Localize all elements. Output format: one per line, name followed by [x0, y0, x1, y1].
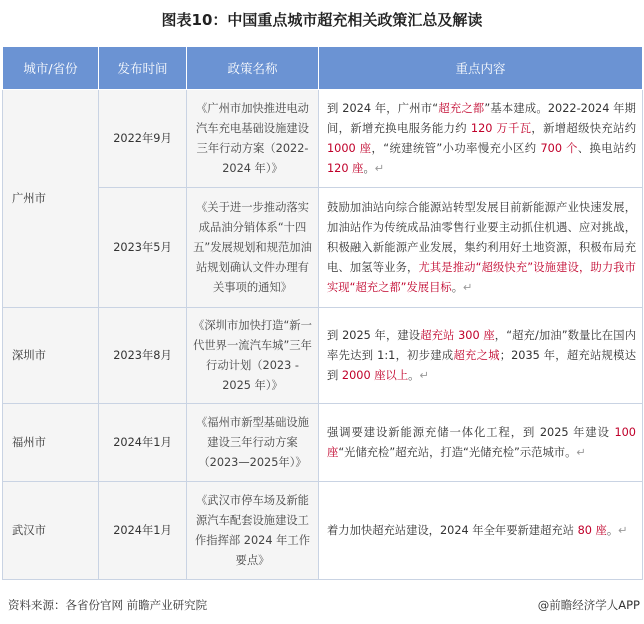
- page-title: 图表10：中国重点城市超充相关政策汇总及解读: [161, 11, 483, 29]
- header-policy-name: 政策名称: [187, 47, 319, 90]
- highlight-text: 超充之都: [438, 101, 485, 115]
- paragraph-mark-icon: ↵: [463, 280, 473, 294]
- content-cell: [319, 188, 643, 308]
- content-text: 着力加快超充站建设，2024 年全年要新建超充站: [327, 523, 578, 537]
- table-row: [3, 90, 643, 188]
- time-cell: 2024年1月: [99, 482, 187, 580]
- policy-name-cell: 《武汉市停车场及新能源汽车配套设施建设工作指挥部 2024 年工作要点》: [187, 482, 319, 580]
- highlight-text: 超充之城: [453, 348, 500, 362]
- highlight-text: 超充站 300 座: [420, 328, 495, 342]
- content-text: ”基本建成。2022-2024 年期间，新增充换电服务能力约: [327, 101, 636, 135]
- time-cell: 2023年5月: [99, 188, 187, 308]
- highlight-text: 100 座: [327, 425, 636, 459]
- policy-name-cell: 《关于进一步推动落实成品油分销体系“十四五”发展规划和规范加油站规划确认文件办理有关事项的通知》: [187, 188, 319, 308]
- content-cell: [319, 308, 643, 404]
- highlight-text: 2000 座以上: [341, 368, 409, 382]
- city-cell: 广州市: [3, 90, 99, 308]
- content-text: 。: [363, 161, 375, 175]
- table-row: [3, 482, 643, 580]
- highlight-text: 80 座: [577, 523, 607, 537]
- content-text: 、换电站约: [577, 141, 636, 155]
- content-cell: [319, 90, 643, 188]
- content-text: 鼓励加油站向综合能源站转型发展目前新能源产业快速发展，加油站作为传统成品油零售行业要主动抓住机遇、应对挑战，积极融入新能源产业发展，集约利用好土地资源，积极布局充电、加氢等业务，: [327, 200, 636, 274]
- city-cell: 武汉市: [3, 482, 99, 580]
- content-text: ，“统建统管”小功率慢充小区约: [371, 141, 541, 155]
- highlight-text: 120 座: [327, 161, 364, 175]
- content-text: 。: [451, 280, 463, 294]
- content-text: ，“超充/加油”数量比在国内率先达到 1:1，初步建成: [327, 328, 636, 362]
- time-cell: 2022年9月: [99, 90, 187, 188]
- policy-table: [2, 46, 643, 580]
- content-text: ；2035 年，超充站规模达到: [327, 348, 636, 382]
- content-text: 到 2025 年，建设: [327, 328, 421, 342]
- content-text: 。: [606, 523, 619, 537]
- city-cell: 福州市: [3, 404, 99, 482]
- source-note: 资料来源：各省份官网 前瞻产业研究院: [8, 598, 208, 612]
- table-row: [3, 404, 643, 482]
- content-text: 到 2024 年，广州市“: [327, 101, 439, 115]
- content-text: “光储充检”超充站，打造“光储充检”示范城市。: [338, 445, 577, 459]
- paragraph-mark-icon: ↵: [618, 523, 628, 537]
- highlight-text: 120 万千瓦: [470, 121, 532, 135]
- time-cell: 2023年8月: [99, 308, 187, 404]
- highlight-text: 尤其是推动“超级快充”设施建设，助力我市实现“超充之都”发展目标: [327, 260, 636, 294]
- content-cell: [319, 482, 643, 580]
- header-city: 城市/省份: [3, 47, 99, 90]
- policy-name-cell: 《广州市加快推进电动汽车充电基础设施建设三年行动方案（2022-2024 年）》: [187, 90, 319, 188]
- paragraph-mark-icon: ↵: [374, 161, 385, 175]
- highlight-text: 700 个: [540, 141, 578, 155]
- content-text: 。: [408, 368, 420, 382]
- paragraph-mark-icon: ↵: [419, 368, 429, 382]
- paragraph-mark-icon: ↵: [576, 445, 586, 459]
- content-text: 强调要建设新能源充储一体化工程，到 2025 年建设: [327, 425, 615, 439]
- content-cell: [319, 404, 643, 482]
- time-cell: 2024年1月: [99, 404, 187, 482]
- header-time: 发布时间: [99, 47, 187, 90]
- content-text: ，新增超级快充站约: [531, 121, 637, 135]
- highlight-text: 1000 座: [327, 141, 372, 155]
- policy-name-cell: 《福州市新型基础设施建设三年行动方案（2023—2025年）》: [187, 404, 319, 482]
- header-content: 重点内容: [319, 47, 643, 90]
- brand-label: @前瞻经济学人APP: [537, 598, 640, 612]
- table-header-row: [3, 47, 643, 90]
- city-cell: 深圳市: [3, 308, 99, 404]
- table-row: [3, 308, 643, 404]
- policy-name-cell: 《深圳市加快打造“新一代世界一流汽车城”三年行动计划（2023 - 2025 年）》: [187, 308, 319, 404]
- table-row: [3, 188, 643, 308]
